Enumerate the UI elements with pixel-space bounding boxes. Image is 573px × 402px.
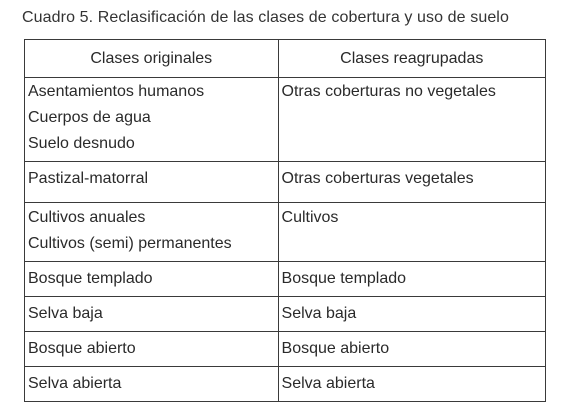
original-classes-cell	[25, 367, 279, 402]
original-class: Cultivos (semi) permanentes	[28, 235, 232, 252]
original-classes-cell	[25, 162, 279, 203]
regrouped-class-cell	[278, 332, 545, 367]
original-classes-cell	[25, 297, 279, 332]
original-class: Pastizal-matorral	[28, 170, 149, 187]
table-row	[25, 297, 546, 332]
table-row	[25, 262, 546, 297]
regrouped-class-cell	[278, 162, 545, 203]
header-original-classes: Clases originales	[25, 40, 279, 78]
original-class: Cultivos anuales	[28, 209, 146, 226]
original-classes-cell	[25, 332, 279, 367]
original-class: Cuerpos de agua	[28, 109, 151, 126]
reclassification-table	[24, 39, 546, 402]
original-class: Asentamientos humanos	[28, 83, 205, 100]
regrouped-class-cell	[278, 297, 545, 332]
table-row	[25, 203, 546, 262]
regrouped-class: Selva abierta	[281, 375, 375, 392]
table-row	[25, 162, 546, 203]
regrouped-class-cell	[278, 78, 545, 162]
regrouped-class: Bosque templado	[281, 270, 407, 287]
regrouped-class: Otras coberturas no vegetales	[281, 83, 496, 100]
original-class: Selva baja	[28, 305, 103, 322]
table-row	[25, 332, 546, 367]
regrouped-class: Otras coberturas vegetales	[281, 170, 474, 187]
table-header-row	[25, 40, 546, 78]
regrouped-class: Bosque abierto	[281, 340, 390, 357]
original-class: Suelo desnudo	[28, 135, 135, 152]
regrouped-class: Selva baja	[281, 305, 357, 322]
table-caption: Cuadro 5. Reclasificación de las clases de cobertura y uso de suelo	[22, 9, 509, 26]
original-class: Bosque abierto	[28, 340, 136, 357]
original-classes-cell	[25, 203, 279, 262]
original-classes-cell	[25, 78, 279, 162]
table-row	[25, 78, 546, 162]
regrouped-class-cell	[278, 262, 545, 297]
regrouped-class-cell	[278, 203, 545, 262]
original-class: Selva abierta	[28, 375, 122, 392]
regrouped-class-cell	[278, 367, 545, 402]
original-classes-cell	[25, 262, 279, 297]
header-regrouped-classes: Clases reagrupadas	[278, 40, 545, 78]
table-row	[25, 367, 546, 402]
original-class: Bosque templado	[28, 270, 153, 287]
regrouped-class: Cultivos	[281, 209, 339, 226]
